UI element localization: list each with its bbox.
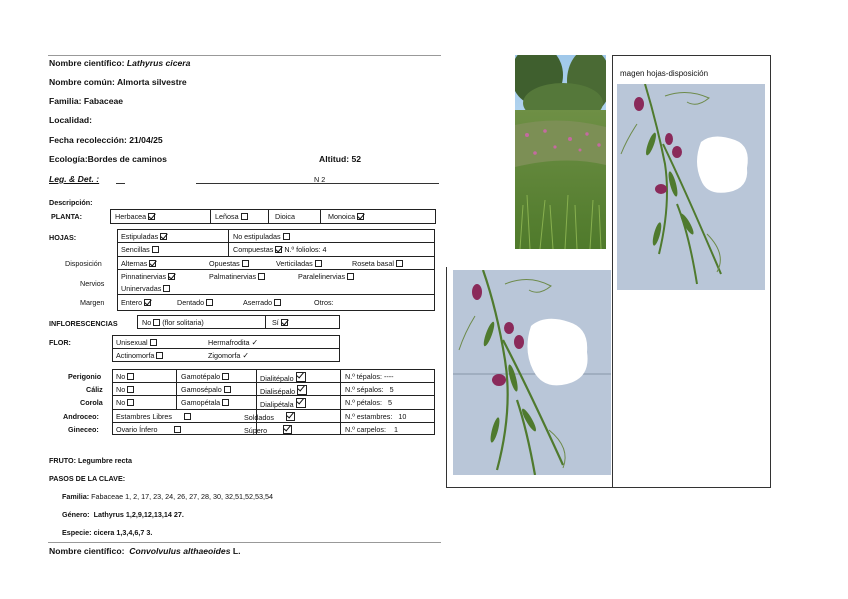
zigomorfa-check-icon: ✓ xyxy=(242,351,250,360)
leaves-aserrado: Aserrado xyxy=(243,298,281,307)
ecology: Ecología:Bordes de caminos xyxy=(49,154,167,164)
corola-no: No xyxy=(116,398,134,407)
specimen-photo-top xyxy=(617,84,765,290)
perigonio-label: Perigonio xyxy=(68,372,102,381)
leaves-sencillas: Sencillas xyxy=(121,245,159,254)
no-estipuladas-checkbox[interactable] xyxy=(283,233,290,240)
leg-det-label: Leg. & Det. : xyxy=(49,174,100,184)
lenosa-checkbox[interactable] xyxy=(241,213,248,220)
inflorescences-label: INFLORESCENCIAS xyxy=(49,319,118,328)
caliz-no: No xyxy=(116,385,134,394)
leaves-roseta: Roseta basal xyxy=(352,259,403,268)
flower-hermafrodita: Hermafrodita ✓ xyxy=(208,338,259,347)
nerves-label: Nervios xyxy=(80,279,105,288)
uninervadas-checkbox[interactable] xyxy=(163,285,170,292)
n-estambres: N.º estambres: 10 xyxy=(345,412,407,421)
fruit: FRUTO: Legumbre recta xyxy=(49,456,132,465)
caliz-label: Cáliz xyxy=(86,385,103,394)
leaves-uninervadas: Uninervadas xyxy=(121,284,170,293)
flower-zigomorfa: Zigomorfa ✓ xyxy=(208,351,250,360)
plant-box xyxy=(110,209,436,224)
actinomorfa-checkbox[interactable] xyxy=(156,352,163,359)
leaves-paralelinervias: Paralelinervias xyxy=(298,272,354,281)
n-carpelos: N.º carpelos: 1 xyxy=(345,425,398,434)
roseta-checkbox[interactable] xyxy=(396,260,403,267)
scientific-name-label: Nombre científico: xyxy=(49,58,125,68)
leaves-label: HOJAS: xyxy=(49,233,77,242)
scientific-name-value: Lathyrus cicera xyxy=(126,58,191,68)
gineceo-label: Gineceo: xyxy=(68,425,99,434)
verticiladas-checkbox[interactable] xyxy=(315,260,322,267)
flower-actinomorfa: Actinomorfa xyxy=(116,351,163,360)
leaves-pinnatinervias: Pinnatinervias xyxy=(121,272,175,281)
plant-herbacea: Herbacea xyxy=(115,212,155,221)
specimen-photo-bottom-image xyxy=(453,270,611,475)
key-genus: Género: Lathyrus 1,2,9,12,13,14 27. xyxy=(62,510,184,519)
dialipetala: Dialipétala xyxy=(260,398,306,409)
herbacea-checkbox[interactable] xyxy=(148,213,155,220)
gamosepalo-checkbox[interactable] xyxy=(224,386,231,393)
dentado-checkbox[interactable] xyxy=(206,299,213,306)
n-sepalos: N.º sépalos: 5 xyxy=(345,385,394,394)
infero-checkbox[interactable] xyxy=(174,426,181,433)
leaves-alternas: Alternas xyxy=(121,259,156,268)
key-family: Familia: Fabaceae 1, 2, 17, 23, 24, 26, 27, 28, 30, 32,51,52,53,54 xyxy=(62,492,274,501)
key-species: Especie: cicera 1,3,4,6,7 3. xyxy=(62,528,153,537)
aserrado-checkbox[interactable] xyxy=(274,299,281,306)
altitude: Altitud: 52 xyxy=(319,154,362,164)
leaves-verticiladas: Verticiladas xyxy=(276,259,322,268)
leaves-dentado: Dentado xyxy=(177,298,213,307)
entero-checkbox[interactable] xyxy=(144,299,151,306)
corola-label: Corola xyxy=(80,398,103,407)
footer-scientific-name: Nombre científico: Convolvulus althaeoides L. xyxy=(49,546,241,556)
dialisepalo: Dialisépalo xyxy=(260,385,307,396)
plant-monoica: Monoica xyxy=(328,212,364,221)
leaves-no-estipuladas: No estipuladas xyxy=(233,232,290,241)
gamopetala: Gamopétala xyxy=(181,398,229,407)
perigonio-no: No xyxy=(116,372,134,381)
specimen-photo-bottom xyxy=(453,270,611,475)
androceo-label: Androceo: xyxy=(63,412,99,421)
pinnatinervias-checkbox[interactable] xyxy=(168,273,175,280)
n-petalos: N.º pétalos: 5 xyxy=(345,398,392,407)
gamopetala-checkbox[interactable] xyxy=(222,399,229,406)
leaves-opuestas: Opuestas xyxy=(209,259,249,268)
sencillas-checkbox[interactable] xyxy=(152,246,159,253)
monoica-checkbox[interactable] xyxy=(357,213,364,220)
inflorescences-no-checkbox[interactable] xyxy=(153,319,160,326)
description-title: Descripción: xyxy=(49,198,93,207)
family: Familia: Fabaceae xyxy=(49,96,124,106)
plant-lenosa: Leñosa xyxy=(215,212,248,221)
disposition-label: Disposición xyxy=(65,259,102,268)
leg-det-number: N 2 xyxy=(314,175,326,184)
dialitepalo-checkbox[interactable] xyxy=(296,372,306,382)
estambres-libres: Estambres Libres xyxy=(116,412,191,421)
leaves-entero: Entero xyxy=(121,298,151,307)
compuestas-checkbox[interactable] xyxy=(275,246,282,253)
gamotepalo-checkbox[interactable] xyxy=(222,373,229,380)
ovario-infero: Ovario Ínfero xyxy=(116,425,181,434)
plant-label: PLANTA: xyxy=(51,212,83,221)
corola-no-checkbox[interactable] xyxy=(127,399,134,406)
paralelinervias-checkbox[interactable] xyxy=(347,273,354,280)
soldados: Soldados xyxy=(244,412,295,422)
estipuladas-checkbox[interactable] xyxy=(160,233,167,240)
locality: Localidad: xyxy=(49,115,92,125)
gamotepalo: Gamotépalo xyxy=(181,372,229,381)
common-name: Nombre común: Almorta silvestre xyxy=(49,77,187,87)
leaves-otros: Otros: xyxy=(314,298,334,307)
image-caption: magen hojas-disposición xyxy=(620,69,709,78)
key-steps-title: PASOS DE LA CLAVE: xyxy=(49,474,126,483)
flower-unisexual: Unisexual xyxy=(116,338,157,347)
opuestas-checkbox[interactable] xyxy=(242,260,249,267)
inflorescences-si: Sí xyxy=(272,318,288,327)
foliolos-count: N.º foliolos: 4 xyxy=(284,245,327,254)
margin-label: Margen xyxy=(80,298,105,307)
leaves-estipuladas: Estipuladas xyxy=(121,232,167,241)
inflorescences-si-checkbox[interactable] xyxy=(281,319,288,326)
caliz-no-checkbox[interactable] xyxy=(127,386,134,393)
hermafrodita-check-icon: ✓ xyxy=(251,338,259,347)
inflorescences-no: No (flor solitaria) xyxy=(142,318,204,327)
palmatinervias-checkbox[interactable] xyxy=(258,273,265,280)
estambres-libres-checkbox[interactable] xyxy=(184,413,191,420)
gamosepalo: Gamosépalo xyxy=(181,385,231,394)
soldados-checkbox[interactable] xyxy=(286,412,295,421)
unisexual-checkbox[interactable] xyxy=(150,339,157,346)
leaves-palmatinervias: Palmatinervias xyxy=(209,272,265,281)
specimen-photo-top-image xyxy=(617,84,765,290)
n-tepalos: N.º tépalos: ---- xyxy=(345,372,394,381)
alternas-checkbox[interactable] xyxy=(149,260,156,267)
plant-dioica: Dioica xyxy=(275,212,295,221)
flower-label: FLOR: xyxy=(49,338,71,347)
perigonio-no-checkbox[interactable] xyxy=(127,373,134,380)
collection-date: Fecha recolección: 21/04/25 xyxy=(49,135,163,145)
leaves-compuestas: Compuestas N.º foliolos: 4 xyxy=(233,245,327,254)
scientific-name-row xyxy=(49,58,190,68)
supero: Súpero xyxy=(244,425,292,435)
dialisepalo-checkbox[interactable] xyxy=(297,385,307,395)
dialitepalo: Dialitépalo xyxy=(260,372,306,383)
dialipetala-checkbox[interactable] xyxy=(296,398,306,408)
supero-checkbox[interactable] xyxy=(283,425,292,434)
